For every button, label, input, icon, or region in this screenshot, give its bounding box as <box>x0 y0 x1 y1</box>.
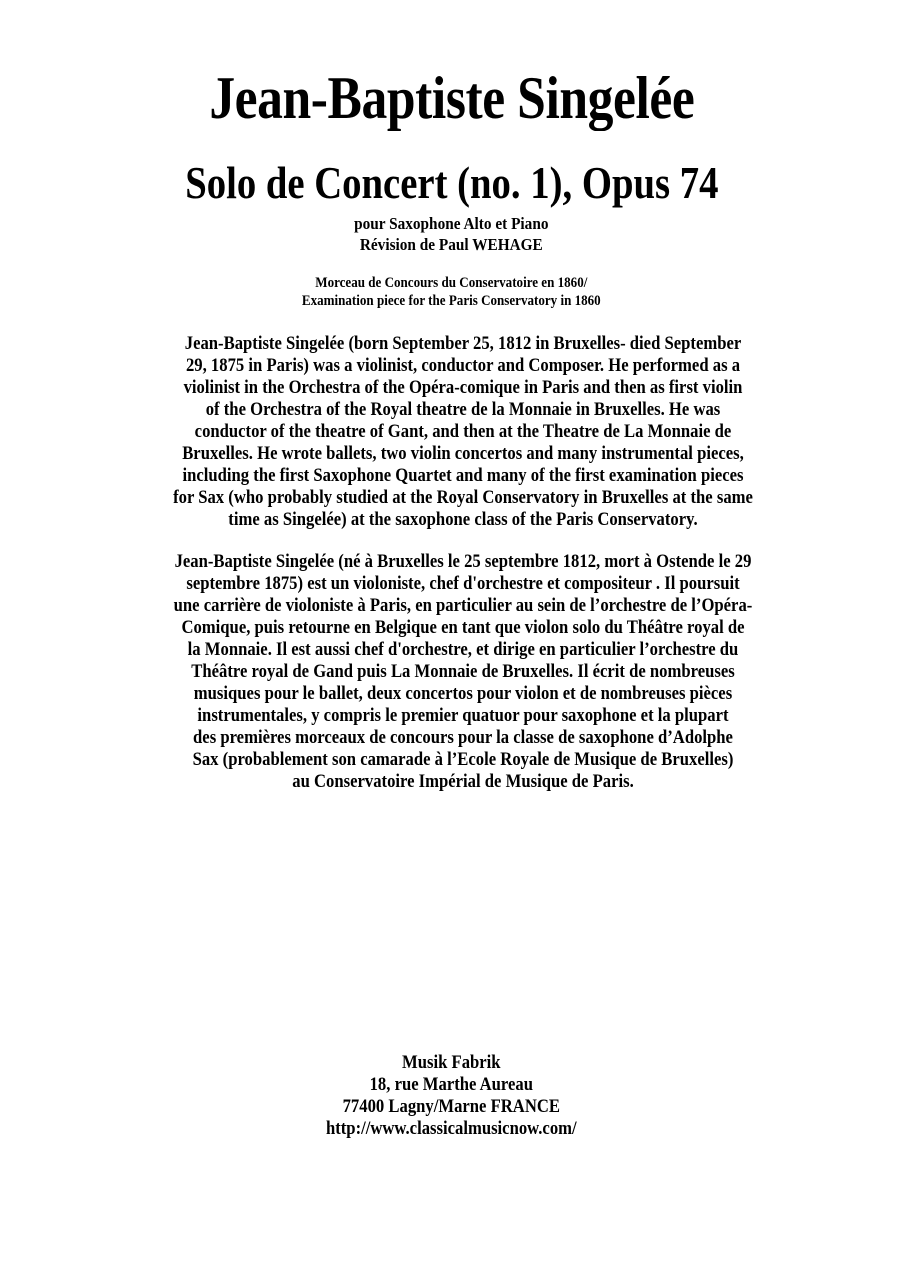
biography-line: Jean-Baptiste Singelée (born September 25, 1812 in Bruxelles- died September <box>184 334 742 354</box>
biography-line: conductor of the theatre of Gant, and then at the Theatre de La Monnaie de <box>194 422 732 442</box>
publisher-block <box>0 1052 900 1140</box>
biography-line: for Sax (who probably studied at the Royal Conservatory in Bruxelles at the same <box>173 488 753 508</box>
biography-line: septembre 1875) est un violoniste, chef d'orchestre et compositeur . Il poursuit <box>186 574 740 594</box>
biography-line: des premières morceaux de concours pour la classe de saxophone d’Adolphe <box>193 728 733 748</box>
biography-line: au Conservatoire Impérial de Musique de Paris. <box>292 772 634 792</box>
biography-line: 29, 1875 in Paris) was a violinist, conductor and Composer. He performed as a <box>185 356 741 376</box>
composer-name: Jean-Baptiste Singelée <box>209 65 695 131</box>
biography-line: une carrière de violoniste à Paris, en particulier au sein de l’orchestre de l’Opéra- <box>173 596 753 616</box>
publisher-street: 18, rue Marthe Aureau <box>369 1075 534 1095</box>
publisher-name: Musik Fabrik <box>402 1053 501 1073</box>
examination-note-french: Morceau de Concours du Conservatoire en 1860/ <box>315 275 588 291</box>
revision-line: Révision de Paul WEHAGE <box>359 235 543 254</box>
biography-line: including the first Saxophone Quartet and many of the first examination pieces <box>182 466 744 486</box>
instrumentation-line: pour Saxophone Alto et Piano <box>354 214 549 233</box>
biography-line: of the Orchestra of the Royal theatre de la Monnaie in Bruxelles. He was <box>205 400 721 420</box>
biography-line: la Monnaie. Il est aussi chef d'orchestre, et dirige en particulier l’orchestre du <box>187 640 739 660</box>
biography-line: musiques pour le ballet, deux concertos pour violon et de nombreuses pièces <box>193 684 733 704</box>
biography-line: Comique, puis retourne en Belgique en tant que violon solo du Théâtre royal de <box>181 618 745 638</box>
biography-line: Théâtre royal de Gand puis La Monnaie de Bruxelles. Il écrit de nombreuses <box>191 662 735 682</box>
publisher-website: http://www.classicalmusicnow.com/ <box>325 1119 577 1139</box>
biography-french <box>80 551 846 793</box>
publisher-city: 77400 Lagny/Marne FRANCE <box>342 1097 560 1117</box>
biography-line: violinist in the Orchestra of the Opéra-comique in Paris and then as first violin <box>183 378 743 398</box>
examination-note-english: Examination piece for the Paris Conservatory in 1860 <box>301 293 601 309</box>
biography-line: Jean-Baptiste Singelée (né à Bruxelles le 25 septembre 1812, mort à Ostende le 29 <box>174 552 752 572</box>
biography-line: instrumentales, y compris le premier quatuor pour saxophone et la plupart <box>197 706 729 726</box>
biography-english <box>80 333 846 531</box>
biography-line: Sax (probablement son camarade à l’Ecole Royale de Musique de Bruxelles) <box>192 750 734 770</box>
biography-line: Bruxelles. He wrote ballets, two violin concertos and many instrumental pieces, <box>182 444 744 464</box>
piece-title: Solo de Concert (no. 1), Opus 74 <box>185 158 719 208</box>
biography-line: time as Singelée) at the saxophone class of the Paris Conservatory. <box>228 510 698 530</box>
